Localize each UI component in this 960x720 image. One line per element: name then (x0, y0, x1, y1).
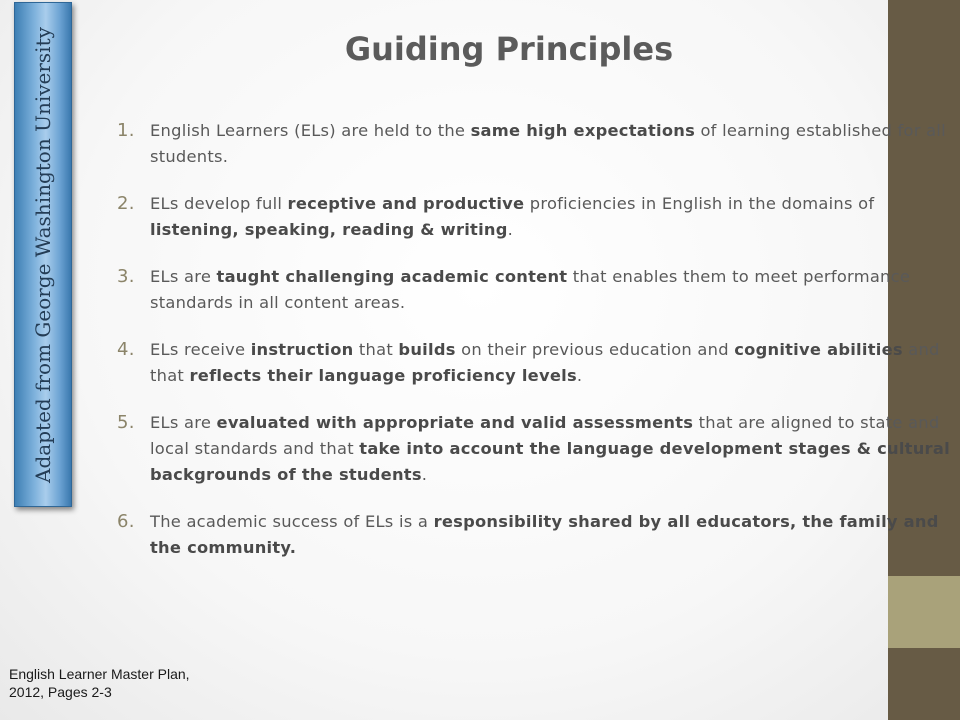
slide-title: Guiding Principles (344, 30, 674, 68)
principle-item (110, 410, 950, 488)
principle-item (110, 118, 950, 170)
principle-text: ELs are taught challenging academic content that enables them to meet performance standards in all content areas. (150, 267, 911, 312)
source-footnote: English Learner Master Plan, 2012, Pages 2-3 (9, 666, 190, 700)
principle-text: ELs receive instruction that builds on their previous education and cognitive abilities and that reflects their language proficiency levels. (150, 340, 940, 385)
principle-item (110, 509, 950, 561)
principle-text: English Learners (ELs) are held to the same high expectations of learning established for all students. (150, 121, 946, 166)
accent-bar-middle (888, 576, 960, 648)
principle-item (110, 264, 950, 316)
principle-number: 4. (117, 339, 135, 360)
principle-item (110, 191, 950, 243)
principle-number: 1. (117, 120, 135, 141)
principle-number: 5. (117, 412, 135, 433)
principle-text: ELs develop full receptive and productive proficiencies in English in the domains of listening, speaking, reading & writing. (150, 194, 875, 239)
side-banner-text: Adapted from George Washington University (31, 27, 55, 483)
principle-number: 3. (117, 266, 135, 287)
principle-text: ELs are evaluated with appropriate and valid assessments that are aligned to state and local standards and that take into account the language development stages & cultural backgrounds of the students. (150, 413, 950, 484)
principle-item (110, 337, 950, 389)
accent-bar-bottom (888, 648, 960, 720)
principles-list (110, 118, 950, 582)
principle-number: 6. (117, 511, 135, 532)
principle-number: 2. (117, 193, 135, 214)
principle-text: The academic success of ELs is a responsibility shared by all educators, the family and the community. (150, 512, 939, 557)
side-banner (14, 2, 72, 507)
